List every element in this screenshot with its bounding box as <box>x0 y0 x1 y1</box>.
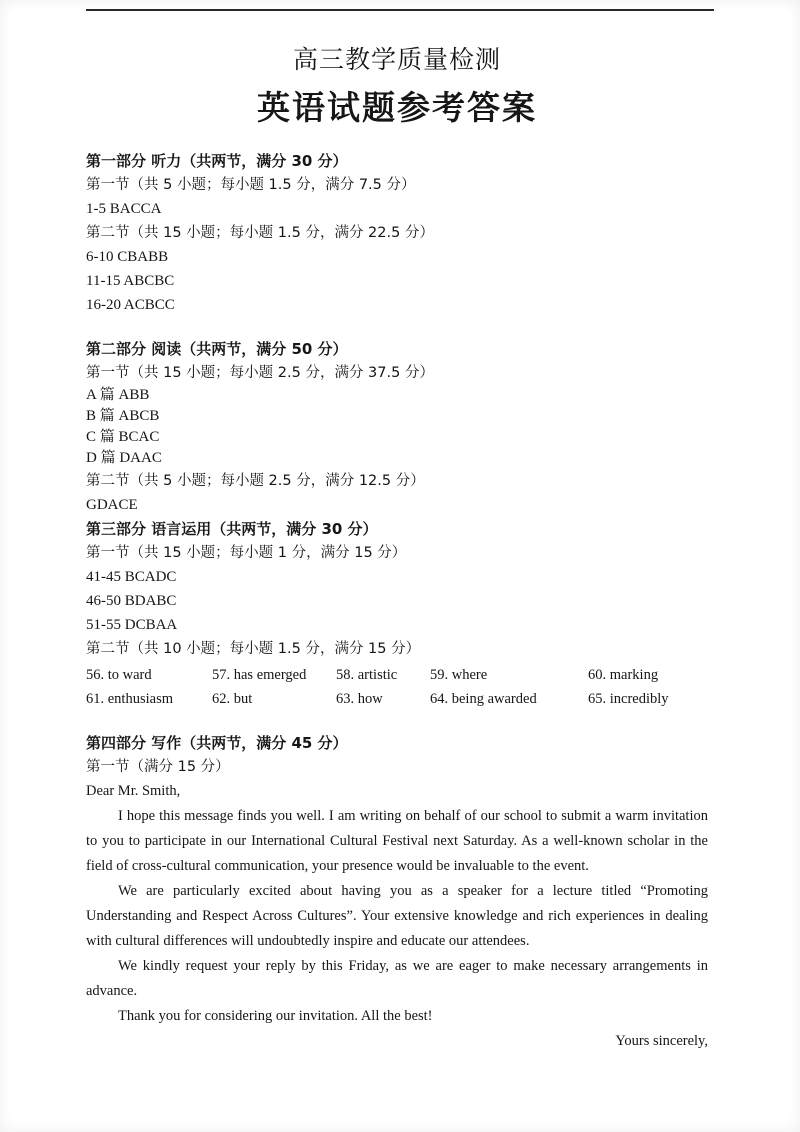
letter-paragraph: We kindly request your reply by this Friday, as we are eager to make necessary arrangements in advance. <box>86 958 708 999</box>
answer-line: 1-5 BACCA <box>86 201 162 217</box>
part-writing <box>86 731 708 1054</box>
answer-line: 41-45 BCADC <box>86 569 177 585</box>
scan-top-rule <box>86 9 714 11</box>
answer-line: 51-55 DCBAA <box>86 617 178 633</box>
blank-answer: 56. to ward <box>86 667 152 683</box>
part-language-use <box>86 517 708 711</box>
blank-answer: 59. where <box>430 667 488 683</box>
answer-line: 6-10 CBABB <box>86 249 169 265</box>
answer-line: A 篇 ABB <box>86 387 150 403</box>
part-heading: 第二部分 阅读（共两节，满分 50 分） <box>86 340 348 358</box>
blank-answer: 61. enthusiasm <box>86 691 173 707</box>
answer-key-document <box>86 34 708 1054</box>
blank-answer: 65. incredibly <box>588 691 669 707</box>
section-heading: 第一节（共 15 小题；每小题 1 分，满分 15 分） <box>86 545 407 561</box>
answer-line: 11-15 ABCBC <box>86 273 175 289</box>
document-title: 英语试题参考答案 <box>257 88 537 127</box>
blank-answer: 62. but <box>212 691 253 707</box>
section-heading: 第二节（共 15 小题；每小题 1.5 分，满分 22.5 分） <box>86 225 434 241</box>
answer-line: D 篇 DAAC <box>86 450 162 466</box>
part-heading: 第三部分 语言运用（共两节，满分 30 分） <box>86 520 378 538</box>
part-listening <box>86 149 708 317</box>
section-heading: 第二节（共 10 小题；每小题 1.5 分，满分 15 分） <box>86 641 421 657</box>
answer-line: 46-50 BDABC <box>86 593 177 609</box>
section-heading: 第一节（满分 15 分） <box>86 759 230 775</box>
letter-paragraph: We are particularly excited about having you as a speaker for a lecture titled “Promoting Understanding and Respect Across Cultures”. Your extensive knowledge and rich experiences in dealing with cultural differences will undoubtedly inspire and educate our attendees. <box>86 883 708 949</box>
letter-closing: Yours sincerely, <box>615 1033 708 1049</box>
answer-line: 16-20 ACBCC <box>86 297 175 313</box>
letter-paragraph: I hope this message finds you well. I am writing on behalf of our school to submit a warm invitation to you to participate in our International Cultural Festival next Saturday. As a well-known scholar in the field of cross-cultural communication, your presence would be invaluable to the event. <box>86 808 708 874</box>
blank-answer: 58. artistic <box>336 667 398 683</box>
document-subtitle: 高三教学质量检测 <box>292 45 501 74</box>
section-heading: 第二节（共 5 小题；每小题 2.5 分，满分 12.5 分） <box>86 473 425 489</box>
answer-line: B 篇 ABCB <box>86 408 160 424</box>
blank-answer: 63. how <box>336 691 383 707</box>
blank-answer: 60. marking <box>588 667 659 683</box>
part-heading: 第一部分 听力（共两节，满分 30 分） <box>86 152 348 170</box>
section-heading: 第一节（共 15 小题；每小题 2.5 分，满分 37.5 分） <box>86 365 434 381</box>
answer-line: C 篇 BCAC <box>86 429 160 445</box>
blank-answer: 64. being awarded <box>430 691 537 707</box>
section-heading: 第一节（共 5 小题；每小题 1.5 分，满分 7.5 分） <box>86 177 416 193</box>
letter-paragraph: Thank you for considering our invitation. All the best! <box>118 1008 433 1024</box>
answer-line: GDACE <box>86 497 138 513</box>
part-heading: 第四部分 写作（共两节，满分 45 分） <box>86 734 348 752</box>
fill-blank-answers <box>86 663 708 711</box>
part-reading <box>86 337 708 517</box>
sample-letter <box>86 779 708 1054</box>
letter-salutation: Dear Mr. Smith, <box>86 783 181 799</box>
blank-answer: 57. has emerged <box>212 667 307 683</box>
